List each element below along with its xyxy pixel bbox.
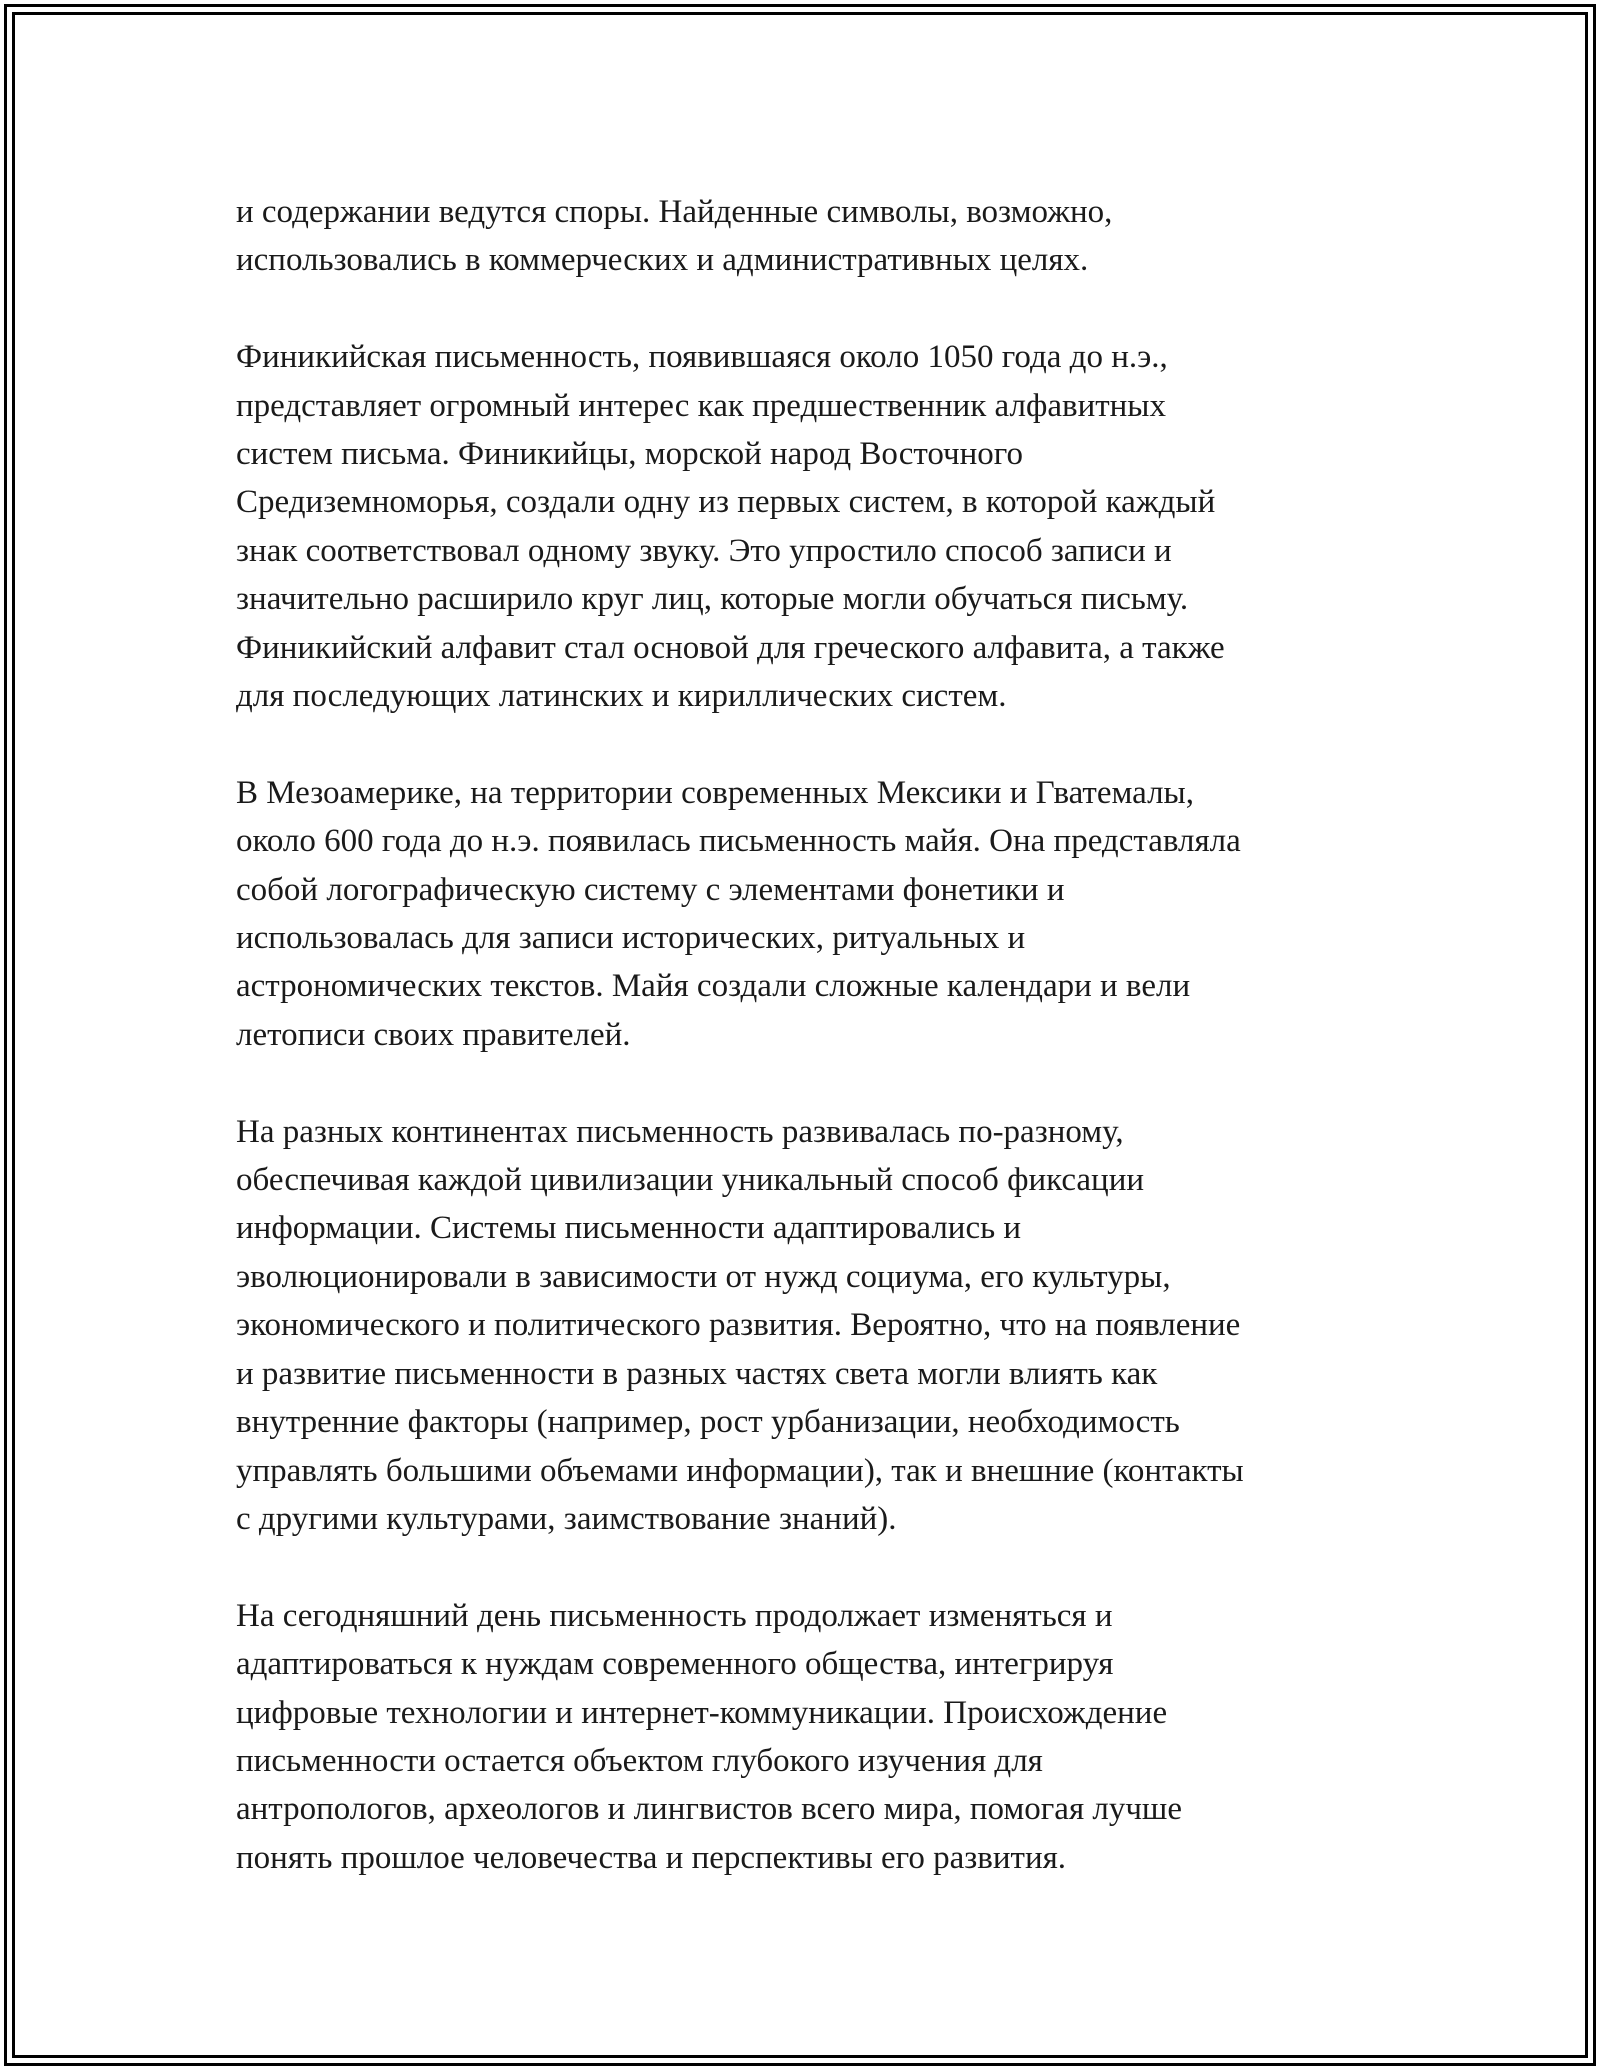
document-body <box>236 188 1386 1931</box>
paragraph-modern-writing: На сегодняшний день письменность продолжает изменяться и адаптироваться к нуждам современного общества, интегрируя цифровые технологии и интернет-коммуникации. Происхождение письменности остается объектом глубокого изучения для антропологов, археологов и лингвистов всего мира, помогая лучше понять прошлое человечества и перспективы его развития. <box>236 1597 1182 1876</box>
paragraph-writing-symbols: и содержании ведутся споры. Найденные символы, возможно, использовались в коммерческих и административных целях. <box>236 194 1113 279</box>
paragraph-continents-writing: На разных континентах письменность развивалась по-разному, обеспечивая каждой цивилизации уникальный способ фиксации информации. Системы письменности адаптировались и эволюционировали в зависимости от нужд социума, его культуры, экономического и политического развития. Вероятно, что на появление и развитие письменности в разных частях света могли влиять как внутренние факторы (например, рост урбанизации, необходимость управлять большими объемами информации), так и внешние (контакты с другими культурами, заимствование знаний). <box>236 1113 1244 1537</box>
paragraph-phoenician-writing: Финикийская письменность, появившаяся около 1050 года до н.э., представляет огромный интерес как предшественник алфавитных систем письма. Финикийцы, морской народ Восточного Средиземноморья, создали одну из первых систем, в которой каждый знак соответствовал одному звуку. Это упростило способ записи и значительно расширило круг лиц, которые могли обучаться письму. Финикийский алфавит стал основой для греческого алфавита, а также для последующих латинских и кириллических систем. <box>236 339 1225 715</box>
paragraph-maya-writing: В Мезоамерике, на территории современных Мексики и Гватемалы, около 600 года до н.э. появилась письменность майя. Она представляла собой логографическую систему с элементами фонетики и использовалась для записи исторических, ритуальных и астрономических текстов. Майя создали сложные календари и вели летописи своих правителей. <box>236 774 1241 1053</box>
